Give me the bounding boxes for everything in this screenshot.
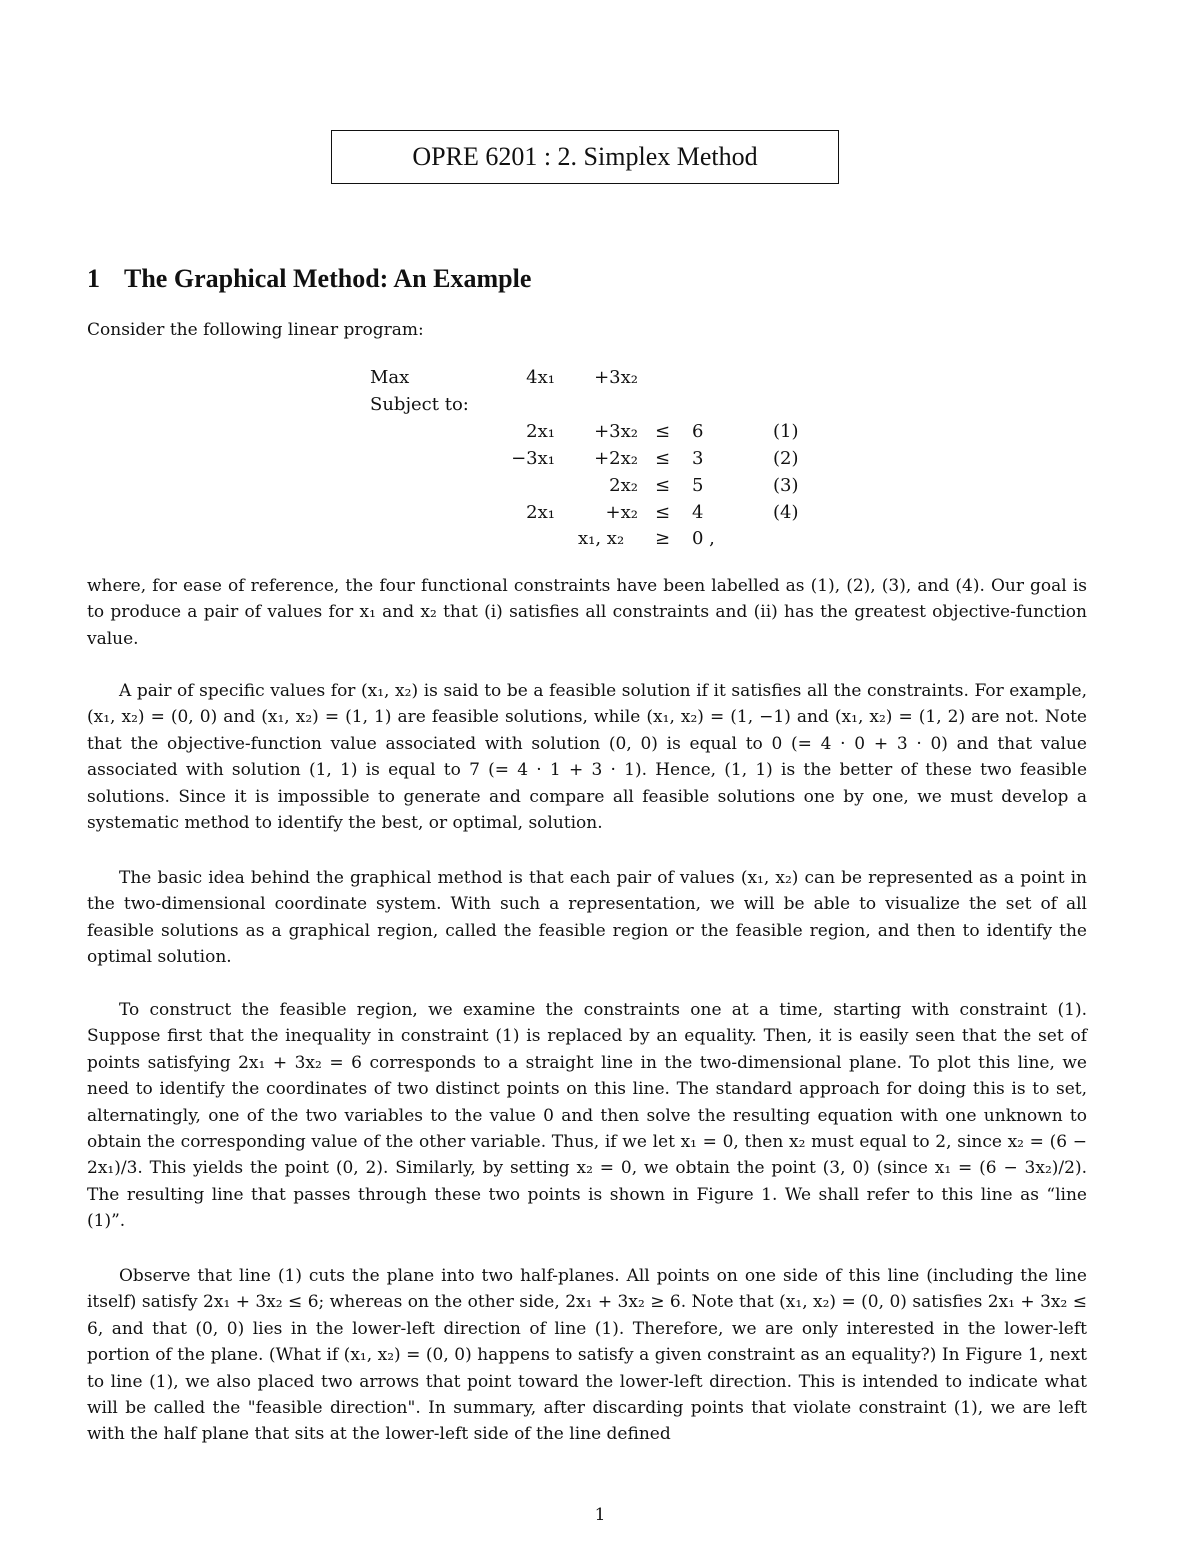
body-paragraph-3: The basic idea behind the graphical method is that each pair of values (x₁, x₂) can be represented as a point in the two-dimensional coordinate system. With such a representation, we will be able to visualize the set of all feasible solutions as a graphical region, called the feasible region or the feasible region, and then to identify the optimal solution.	[87, 868, 1087, 968]
constraint-3-rhs: 5	[692, 475, 704, 496]
constraint-2-rhs: 3	[692, 448, 704, 469]
body-paragraph-3-block	[87, 865, 1087, 971]
max-label: Max	[370, 367, 410, 388]
nonneg-relation: ≥	[655, 528, 671, 549]
body-paragraph-4: To construct the feasible region, we examine the constraints one at a time, starting with constraint (1). Suppose first that the inequality in constraint (1) is replaced by an equality. Then, it is easily seen that the set of points satisfying 2x₁ + 3x₂ = 6 corresponds to a straight line in the two-dimensional plane. To plot this line, we need to identify the coordinates of two distinct points on this line. The standard approach for doing this is to set, alternatingly, one of the two variables to the value 0 and then solve the resulting equation with one unknown to obtain the corresponding value of the other variable. Thus, if we let x₁ = 0, then x₂ must equal to 2, since x₂ = (6 − 2x₁)/3. This yields the point (0, 2). Similarly, by setting x₂ = 0, we obtain the point (3, 0) (since x₁ = (6 − 3x₂)/2). The resulting line that passes through these two points is shown in Figure 1. We shall refer to this line as “line (1)”.	[87, 1000, 1087, 1232]
constraint-3-relation: ≤	[655, 475, 671, 496]
nonneg-vars: x₁, x₂	[578, 528, 625, 549]
constraint-4-rhs: 4	[692, 502, 704, 523]
subject-to-label: Subject to:	[370, 394, 469, 415]
constraint-4-term-b: +x₂	[605, 502, 638, 523]
document-title: OPRE 6201 : 2. Simplex Method	[331, 130, 839, 184]
intro-text: Consider the following linear program:	[87, 320, 424, 340]
body-paragraph-2-block	[87, 678, 1087, 836]
constraint-2-term-a: −3x₁	[511, 448, 555, 469]
section-number: 1	[87, 264, 100, 293]
constraint-4-label: (4)	[773, 502, 799, 523]
objective-term-1: 4x₁	[526, 367, 555, 388]
constraint-2-label: (2)	[773, 448, 799, 469]
body-paragraph-5: Observe that line (1) cuts the plane into two half-planes. All points on one side of this line (including the line itself) satisfy 2x₁ + 3x₂ ≤ 6; whereas on the other side, 2x₁ + 3x₂ ≥ 6. Note that (x₁, x₂) = (0, 0) satisfies 2x₁ + 3x₂ ≤ 6, and that (0, 0) lies in the lower-left direction of line (1). Therefore, we are only interested in the lower-left portion of the plane. (What if (x₁, x₂) = (0, 0) happens to satisfy a given constraint as an equality?) In Figure 1, next to line (1), we also placed two arrows that point toward the lower-left direction. This is intended to indicate what will be called the "feasible direction". In summary, after discarding points that violate constraint (1), we are left with the half plane that sits at the lower-left side of the line defined	[87, 1266, 1087, 1445]
constraint-1-rhs: 6	[692, 421, 704, 442]
body-paragraph-2: A pair of specific values for (x₁, x₂) is said to be a feasible solution if it satisfies all the constraints. For example, (x₁, x₂) = (0, 0) and (x₁, x₂) = (1, 1) are feasible solutions, while (x₁, x₂) = (1, −1) and (x₁, x₂) = (1, 2) are not. Note that the objective-function value associated with solution (0, 0) is equal to 0 (= 4 · 0 + 3 · 0) and that value associated with solution (1, 1) is equal to 7 (= 4 · 1 + 3 · 1). Hence, (1, 1) is the better of these two feasible solutions. Since it is impossible to generate and compare all feasible solutions one by one, we must develop a systematic method to identify the best, or optimal, solution.	[87, 681, 1087, 834]
constraint-2-relation: ≤	[655, 448, 671, 469]
body-paragraph-1-block	[87, 573, 1087, 652]
nonneg-rhs: 0 ,	[692, 528, 715, 549]
constraint-1-term-b: +3x₂	[594, 421, 638, 442]
constraint-3-term-b: 2x₂	[609, 475, 638, 496]
constraint-1-label: (1)	[773, 421, 799, 442]
constraint-3-label: (3)	[773, 475, 799, 496]
constraint-1-relation: ≤	[655, 421, 671, 442]
body-paragraph-1: where, for ease of reference, the four functional constraints have been labelled as (1), (2), (3), and (4). Our goal is to produce a pair of values for x₁ and x₂ that (i) satisfies all constraints and (ii) has the greatest objective-function value.	[87, 576, 1087, 649]
body-paragraph-5-block	[87, 1263, 1087, 1448]
constraint-2-term-b: +2x₂	[594, 448, 638, 469]
body-paragraph-4-block	[87, 997, 1087, 1235]
section-heading	[87, 264, 531, 294]
constraint-1-term-a: 2x₁	[526, 421, 555, 442]
constraint-4-relation: ≤	[655, 502, 671, 523]
constraint-4-term-a: 2x₁	[526, 502, 555, 523]
objective-term-2: +3x₂	[594, 367, 638, 388]
section-title: The Graphical Method: An Example	[124, 264, 532, 293]
page-number: 1	[594, 1505, 606, 1525]
